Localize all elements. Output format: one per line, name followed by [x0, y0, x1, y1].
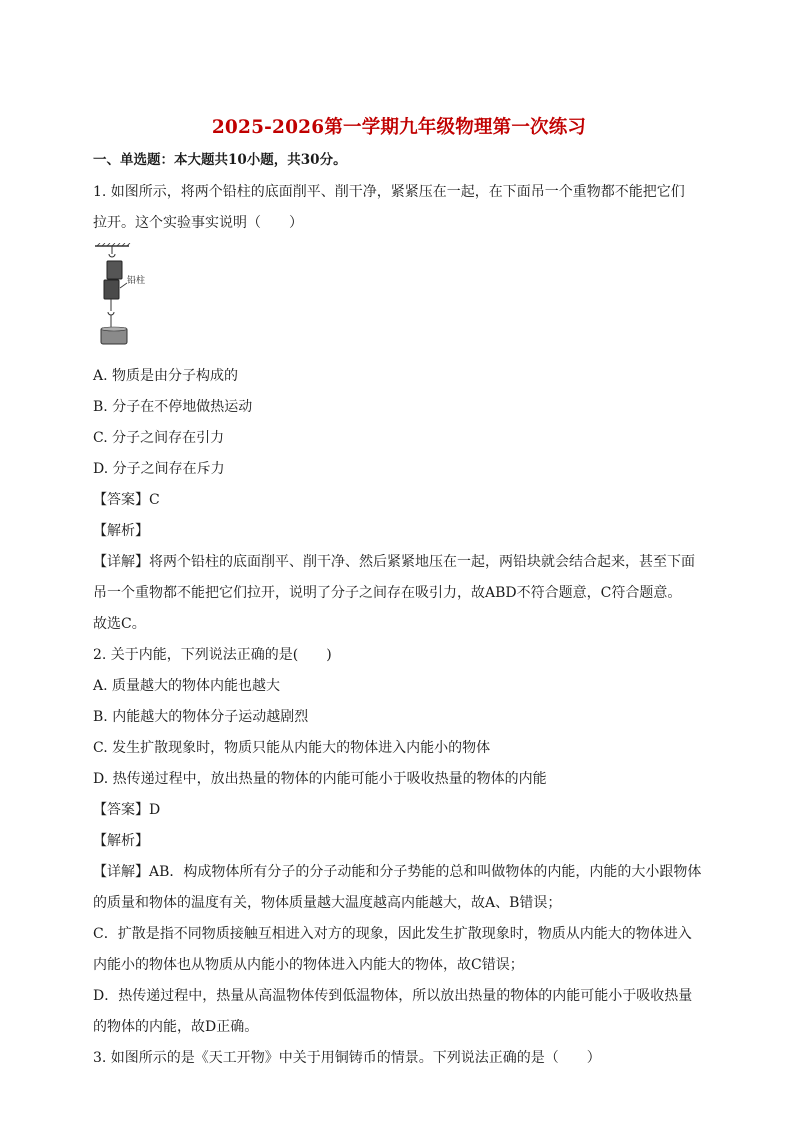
- q1-option-c: C. 分子之间存在引力: [93, 430, 225, 446]
- q1-detail-line2: 吊一个重物都不能把它们拉开，说明了分子之间存在吸引力，故ABD不符合题意，C符合题意。: [93, 585, 682, 601]
- q2-detail-line2: 的质量和物体的温度有关，物体质量越大温度越高内能越大，故A、B错误；: [93, 895, 562, 911]
- q2-option-b: B. 内能越大的物体分子运动越剧烈: [93, 709, 309, 725]
- q2-detail-line4: 内能小的物体也从物质从内能小的物体进入内能大的物体，故C错误；: [93, 957, 524, 973]
- q3-stem: 3. 如图所示的是《天工开物》中关于用铜铸币的情景。下列说法正确的是（ ）: [93, 1050, 601, 1066]
- q2-option-c: C. 发生扩散现象时，物质只能从内能大的物体进入内能小的物体: [93, 740, 491, 756]
- lead-cylinders-diagram: [93, 243, 153, 353]
- q1-detail-line3: 故选C。: [93, 616, 146, 632]
- q1-answer: 【答案】C: [93, 492, 160, 508]
- page-title: 2025-2026第一学期九年级物理第一次练习: [211, 117, 587, 138]
- figure-label: 铅柱: [127, 276, 146, 286]
- q2-option-d: D. 热传递过程中，放出热量的物体的内能可能小于吸收热量的物体的内能: [93, 771, 547, 787]
- q2-option-a: A. 质量越大的物体内能也越大: [93, 678, 281, 694]
- q2-detail-line3: C．扩散是指不同物质接触互相进入对方的现象，因此发生扩散现象时，物质从内能大的物体进入: [93, 926, 692, 942]
- q1-option-d: D. 分子之间存在斥力: [93, 461, 225, 477]
- q1-option-b: B. 分子在不停地做热运动: [93, 399, 253, 415]
- q1-options: [93, 361, 705, 485]
- q1-figure: [93, 243, 146, 353]
- q2-analysis-heading: 【解析】: [93, 833, 149, 849]
- q1-analysis-heading: 【解析】: [93, 523, 149, 539]
- q1-option-a: A. 物质是由分子构成的: [93, 368, 239, 384]
- q2-stem: 2. 关于内能，下列说法正确的是( ): [93, 647, 332, 663]
- q2-detail-line1: 【详解】AB．构成物体所有分子的分子动能和分子势能的总和叫做物体的内能，内能的大小跟物体: [93, 864, 702, 880]
- q1-stem-line2: 拉开。这个实验事实说明（ ）: [93, 215, 303, 231]
- q1-stem-line1: 1. 如图所示，将两个铅柱的底面削平、削干净，紧紧压在一起，在下面吊一个重物都不能把它们: [93, 184, 685, 200]
- section-header: 一、单选题：本大题共10小题，共30分。: [93, 152, 347, 168]
- q2-answer: 【答案】D: [93, 802, 161, 818]
- q2-detail-line6: 的物体的内能，故D正确。: [93, 1019, 259, 1035]
- document-page: [93, 108, 705, 1074]
- q2-detail-line5: D．热传递过程中，热量从高温物体传到低温物体，所以放出热量的物体的内能可能小于吸收热量: [93, 988, 693, 1004]
- q1-detail-line1: 【详解】将两个铅柱的底面削平、削干净、然后紧紧地压在一起，两铅块就会结合起来，甚至下面: [93, 554, 695, 570]
